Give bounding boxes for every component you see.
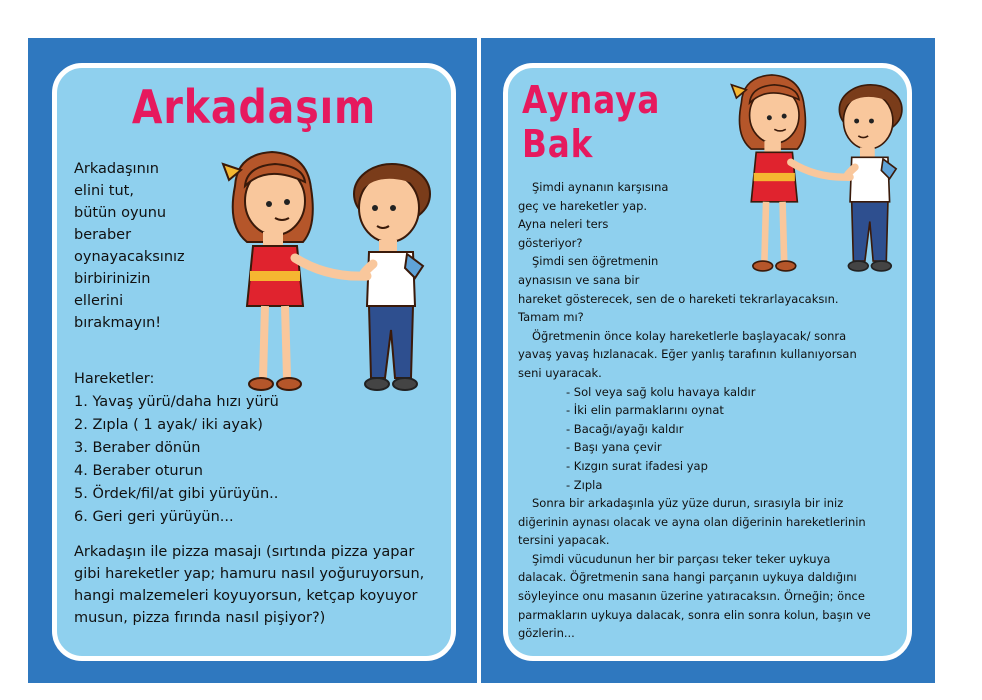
body-line: parmakların uykuya dalacak, sonra elin sonra kolun, başın ve: [518, 607, 871, 622]
intro-line: bırakmayın!: [74, 315, 162, 331]
kids-holding-hands-illustration: [207, 146, 437, 401]
move-item: 2. Zıpla ( 1 ayak/ iki ayak): [74, 417, 263, 433]
body-line: tersini yapacak.: [518, 533, 610, 548]
intro-line: bütün oyunu: [74, 205, 167, 221]
body-line: yavaş yavaş hızlanacak. Eğer yanlış tarafının kullanıyorsan: [518, 347, 857, 362]
arkadasim-card: [52, 63, 456, 661]
mirror-move-item: - Sol veya sağ kolu havaya kaldır: [566, 384, 756, 399]
move-item: 4. Beraber oturun: [74, 463, 203, 479]
body-line: dalacak. Öğretmenin sana hangi parçanın uykuya daldığını: [518, 570, 857, 585]
intro-line: oynayacaksınız: [74, 249, 185, 265]
card-title-aynaya-bak: [522, 78, 660, 166]
mirror-move-item: - Bacağı/ayağı kaldır: [566, 421, 684, 436]
title-line: Aynaya: [522, 78, 661, 122]
move-item: 1. Yavaş yürü/daha hızı yürü: [74, 394, 279, 410]
title-line: Bak: [522, 122, 594, 166]
body-line: hareket gösterecek, sen de o hareketi tekrarlayacaksın.: [518, 291, 839, 306]
body-line: Şimdi vücudunun her bir parçası teker teker uykuya: [532, 551, 831, 566]
aynaya-bak-body: [518, 178, 913, 643]
mirror-move-item: - Kızgın surat ifadesi yap: [566, 458, 708, 473]
massage-line: gibi hareketler yap; hamuru nasıl yoğuruyorsun,: [74, 566, 425, 582]
body-line: diğerinin aynası olacak ve ayna olan diğerinin hareketlerinin: [518, 514, 866, 529]
body-line: Tamam mı?: [518, 310, 584, 325]
massage-line: musun, pizza fırında nasıl pişiyor?): [74, 610, 326, 626]
body-line: Öğretmenin önce kolay hareketlerle başlayacak/ sonra: [532, 328, 847, 343]
mirror-moves-list: [518, 383, 913, 495]
body-line: söyleyince onu masanın üzerine yatıracaksın. Örneğin; önce: [518, 589, 865, 604]
body-line: Şimdi sen öğretmenin: [532, 254, 659, 269]
moves-section: [74, 368, 279, 529]
left-page-panel: [28, 38, 477, 683]
mirror-move-item: - Zıpla: [566, 477, 603, 492]
body-line: aynasısın ve sana bir: [518, 272, 640, 287]
body-line: gösteriyor?: [518, 235, 583, 250]
body-line: Şimdi aynanın karşısına: [532, 180, 669, 194]
intro-line: beraber: [74, 227, 132, 243]
intro-line: ellerini: [74, 293, 124, 309]
girl-figure: [223, 152, 367, 390]
move-item: 3. Beraber dönün: [74, 440, 201, 456]
mirror-move-item: - İki elin parmaklarını oynat: [566, 403, 724, 418]
move-item: 5. Ördek/fil/at gibi yürüyün..: [74, 486, 279, 502]
intro-line: Arkadaşının: [74, 161, 159, 177]
massage-line: Arkadaşın ile pizza masajı (sırtında pizza yapar: [74, 544, 415, 560]
body-line: gözlerin...: [518, 626, 575, 641]
intro-line: birbirinizin: [74, 271, 151, 287]
body-line: seni uyaracak.: [518, 365, 602, 380]
right-page-panel: [481, 38, 935, 683]
moves-list: [74, 391, 279, 529]
intro-line: elini tut,: [74, 183, 134, 199]
massage-line: hangi malzemeleri koyuyorsun, ketçap koyuyor: [74, 588, 418, 604]
moves-heading: Hareketler:: [74, 371, 155, 387]
intro-text: [74, 158, 185, 334]
pizza-massage-text: [74, 541, 454, 629]
card-title-arkadasim: Arkadaşım: [131, 80, 377, 134]
body-line: Sonra bir arkadaşınla yüz yüze durun, sırasıyla bir iniz: [532, 496, 844, 511]
aynaya-bak-card: [503, 63, 912, 661]
body-line: geç ve hareketler yap.: [518, 198, 648, 213]
boy-figure: [354, 164, 430, 390]
move-item: 6. Geri geri yürüyün...: [74, 509, 234, 525]
body-line: Ayna neleri ters: [518, 217, 609, 232]
mirror-move-item: - Başı yana çevir: [566, 440, 662, 455]
